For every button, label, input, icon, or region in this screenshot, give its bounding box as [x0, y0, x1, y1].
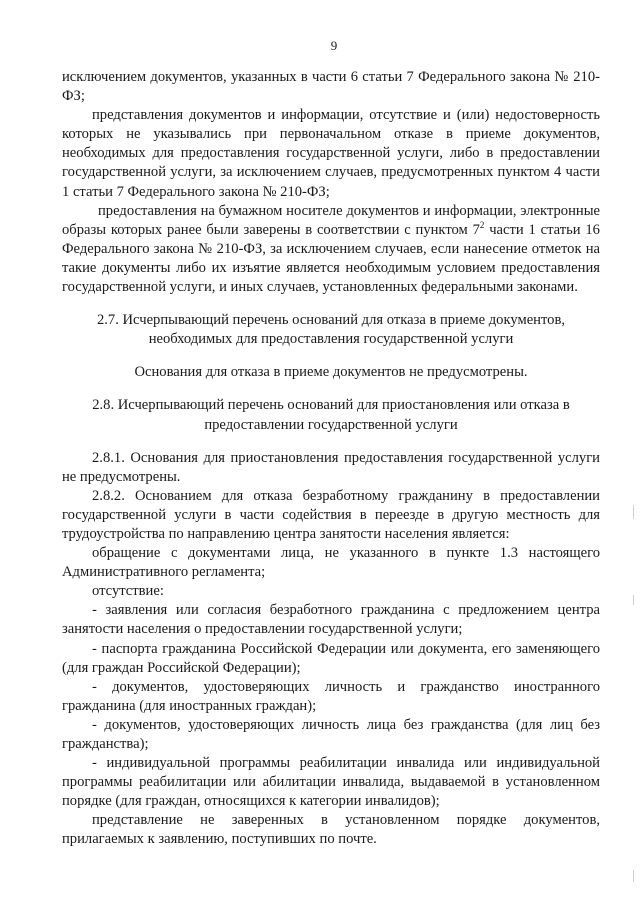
item-unverified-docs: представление не заверенных в установленном порядке документов, прилагаемых к заявлению, поступивших по почте.: [62, 812, 600, 848]
superscript-2: 2: [479, 219, 485, 230]
list-item: - индивидуальной программы реабилитации инвалида или индивидуальной программы реабилитации или абилитации инвалида, выдаваемой в установленном порядке (для граждан, относящихся к категории инвалидов);: [62, 755, 600, 810]
paragraph-documents-info: представления документов и информации, отсутствие и (или) недостоверность которых не указывались при первоначальном отказе в приеме документов, необходимых для предоставления государственной услуги, либо в предоставлении государственной услуги, за исключением случаев, предусмотренных пунктом 4 части 1 статьи 7 Федерального закона № 210-ФЗ;: [62, 107, 600, 200]
list-item: - паспорта гражданина Российской Федерации или документа, его заменяющего (для граждан Российской Федерации);: [62, 640, 600, 676]
scan-artifact: [633, 870, 634, 882]
section-2-8-heading: 2.8. Исчерпывающий перечень оснований для приостановления или отказа в предоставлении государственной услуги: [92, 397, 570, 433]
section-2-7-heading: 2.7. Исчерпывающий перечень оснований для отказа в приеме документов, необходимых для предоставления государственной услуги: [96, 312, 566, 348]
paragraph-paper-media-part1: предоставления на бумажном носителе документов и информации, электронные образы которых ранее были заверены в соответствии с пунктом 7: [62, 202, 600, 238]
list-item: - документов, удостоверяющих личность лица без гражданства (для лиц без гражданства);: [62, 716, 600, 752]
list-item: - заявления или согласия безработного гражданина с предложением центра занятости населения о предоставлении государственной услуги;: [62, 602, 600, 638]
paragraph-paper-media-part2: части 1 статьи 16 Федерального закона № 210-ФЗ, за исключением случаев, если нанесение отметок на такие документы либо их изъятие является необходимым условием предоставления государственной услуги, и иных случаев, установленных федеральными законами.: [62, 221, 600, 296]
absence-list: [62, 601, 600, 811]
paragraph-paper-media: [62, 202, 600, 297]
scan-artifact: [633, 505, 634, 519]
paragraph-exclusion-docs: исключением документов, указанных в части 6 статьи 7 Федерального закона № 210-ФЗ;: [62, 69, 600, 105]
paragraph-2-8-2: 2.8.2. Основанием для отказа безработному гражданину в предоставлении государственной услуги в части содействия в переезде в другую местность для трудоустройства по направлению центра занятости населения является:: [62, 487, 600, 542]
scan-artifact: [633, 595, 634, 605]
item-absence: отсутствие:: [92, 583, 164, 600]
page-number: 9: [330, 38, 338, 53]
section-2-7-text: Основания для отказа в приеме документов не предусмотрены.: [134, 364, 528, 381]
paragraph-2-8-1: 2.8.1. Основания для приостановления предоставления государственной услуги не предусмотрены.: [62, 449, 600, 485]
item-appeal: обращение с документами лица, не указанного в пункте 1.3 настоящего Административного регламента;: [62, 545, 600, 581]
list-item: - документов, удостоверяющих личность и гражданство иностранного гражданина (для иностранных граждан);: [62, 678, 600, 714]
